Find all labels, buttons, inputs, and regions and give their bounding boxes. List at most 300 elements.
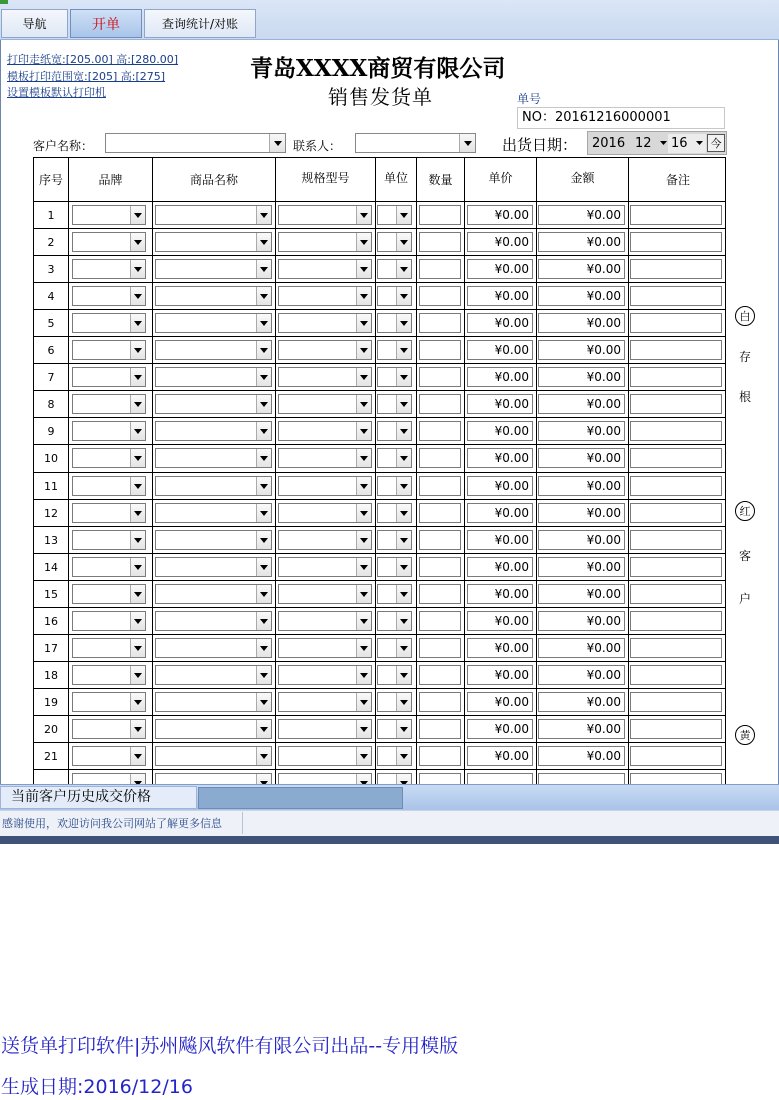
chevron-down-icon[interactable] <box>396 422 411 440</box>
chevron-down-icon[interactable] <box>130 774 145 784</box>
quantity-input[interactable] <box>419 665 461 685</box>
brand-select[interactable] <box>72 584 146 604</box>
quantity-input[interactable] <box>419 530 461 550</box>
chevron-down-icon[interactable] <box>356 422 371 440</box>
chevron-down-icon[interactable] <box>694 135 704 151</box>
unit-select[interactable] <box>377 530 412 550</box>
customer-select[interactable] <box>105 133 286 153</box>
chevron-down-icon[interactable] <box>356 314 371 332</box>
chevron-down-icon[interactable] <box>356 693 371 711</box>
amount-field[interactable]: ¥0.00 <box>538 205 625 225</box>
amount-field[interactable]: ¥0.00 <box>538 448 625 468</box>
price-input[interactable]: ¥0.00 <box>467 665 533 685</box>
chevron-down-icon[interactable] <box>396 341 411 359</box>
chevron-down-icon[interactable] <box>396 395 411 413</box>
brand-select[interactable] <box>72 638 146 658</box>
chevron-down-icon[interactable] <box>658 135 668 151</box>
amount-field[interactable]: ¥0.00 <box>538 421 625 441</box>
unit-select[interactable] <box>377 476 412 496</box>
unit-select[interactable] <box>377 584 412 604</box>
chevron-down-icon[interactable] <box>396 558 411 576</box>
brand-select[interactable] <box>72 205 146 225</box>
price-input[interactable]: ¥0.00 <box>467 286 533 306</box>
product-select[interactable] <box>155 557 272 577</box>
chevron-down-icon[interactable] <box>396 314 411 332</box>
quantity-input[interactable] <box>419 557 461 577</box>
amount-field[interactable]: ¥0.00 <box>538 313 625 333</box>
price-input[interactable]: ¥0.00 <box>467 557 533 577</box>
chevron-down-icon[interactable] <box>396 720 411 738</box>
chevron-down-icon[interactable] <box>396 449 411 467</box>
tab-query-statistics[interactable]: 查询统计/对账 <box>144 9 256 38</box>
price-input[interactable]: ¥0.00 <box>467 259 533 279</box>
quantity-input[interactable] <box>419 611 461 631</box>
spec-select[interactable] <box>278 286 372 306</box>
col-header-brand: 品牌 <box>98 173 123 187</box>
chevron-down-icon[interactable] <box>396 666 411 684</box>
row-number: 21 <box>44 750 58 763</box>
ship-date-picker[interactable] <box>587 131 727 155</box>
spec-select[interactable] <box>278 746 372 766</box>
price-input[interactable]: ¥0.00 <box>467 340 533 360</box>
chevron-down-icon[interactable] <box>256 314 271 332</box>
paper-size-link[interactable]: 打印走纸宽:[205.00] 高:[280.00] <box>7 53 179 66</box>
chevron-down-icon[interactable] <box>396 260 411 278</box>
spec-select[interactable] <box>278 421 372 441</box>
chevron-down-icon[interactable] <box>130 395 145 413</box>
today-button[interactable]: 今 <box>707 134 725 152</box>
product-select[interactable] <box>155 719 272 739</box>
copy-white-label: 根 <box>739 390 752 404</box>
chevron-down-icon[interactable] <box>356 449 371 467</box>
company-name: 青岛XXXX商贸有限公司 <box>250 55 506 82</box>
chevron-down-icon[interactable] <box>396 693 411 711</box>
remark-input[interactable] <box>630 557 722 577</box>
quantity-input[interactable] <box>419 692 461 712</box>
chevron-down-icon[interactable] <box>130 368 145 386</box>
product-select[interactable] <box>155 665 272 685</box>
amount-field[interactable]: ¥0.00 <box>538 611 625 631</box>
spec-select[interactable] <box>278 584 372 604</box>
brand-select[interactable] <box>72 394 146 414</box>
amount-field[interactable]: ¥0.00 <box>538 692 625 712</box>
product-select[interactable] <box>155 503 272 523</box>
spec-select[interactable] <box>278 232 372 252</box>
amount-field[interactable]: ¥0.00 <box>538 232 625 252</box>
chevron-down-icon[interactable] <box>459 134 475 152</box>
amount-field[interactable]: ¥0.00 <box>538 476 625 496</box>
remark-input[interactable] <box>630 313 722 333</box>
chevron-down-icon[interactable] <box>356 612 371 630</box>
chevron-down-icon[interactable] <box>256 341 271 359</box>
product-select[interactable] <box>155 530 272 550</box>
chevron-down-icon[interactable] <box>356 341 371 359</box>
chevron-down-icon[interactable] <box>356 531 371 549</box>
chevron-down-icon[interactable] <box>256 477 271 495</box>
chevron-down-icon[interactable] <box>356 368 371 386</box>
spec-select[interactable] <box>278 340 372 360</box>
price-input[interactable]: ¥0.00 <box>467 476 533 496</box>
brand-select[interactable] <box>72 773 146 784</box>
quantity-input[interactable] <box>419 584 461 604</box>
col-header-price: 单价 <box>488 171 513 185</box>
tab-navigation[interactable]: 导航 <box>1 9 68 38</box>
unit-select[interactable] <box>377 232 412 252</box>
grid-line <box>34 201 726 202</box>
product-select[interactable] <box>155 286 272 306</box>
product-select[interactable] <box>155 448 272 468</box>
unit-select[interactable] <box>377 746 412 766</box>
brand-select[interactable] <box>72 340 146 360</box>
items-table <box>33 157 726 784</box>
quantity-input[interactable] <box>419 773 461 784</box>
unit-select[interactable] <box>377 611 412 631</box>
unit-select[interactable] <box>377 313 412 333</box>
quantity-input[interactable] <box>419 638 461 658</box>
amount-field[interactable] <box>538 773 625 784</box>
remark-input[interactable] <box>630 638 722 658</box>
price-input[interactable]: ¥0.00 <box>467 611 533 631</box>
quantity-input[interactable] <box>419 448 461 468</box>
chevron-down-icon[interactable] <box>396 477 411 495</box>
spec-select[interactable] <box>278 692 372 712</box>
chevron-down-icon[interactable] <box>256 504 271 522</box>
quantity-input[interactable] <box>419 719 461 739</box>
unit-select[interactable] <box>377 638 412 658</box>
chevron-down-icon[interactable] <box>130 233 145 251</box>
unit-select[interactable] <box>377 448 412 468</box>
price-input[interactable]: ¥0.00 <box>467 530 533 550</box>
unit-select[interactable] <box>377 259 412 279</box>
brand-select[interactable] <box>72 476 146 496</box>
brand-select[interactable] <box>72 448 146 468</box>
spec-select[interactable] <box>278 530 372 550</box>
chevron-down-icon[interactable] <box>356 558 371 576</box>
amount-field[interactable]: ¥0.00 <box>538 286 625 306</box>
chevron-down-icon[interactable] <box>130 747 145 765</box>
grid-line <box>34 553 726 554</box>
grid-line <box>34 444 726 445</box>
remark-input[interactable] <box>630 530 722 550</box>
chevron-down-icon[interactable] <box>256 585 271 603</box>
unit-select[interactable] <box>377 421 412 441</box>
col-header-product: 商品名称 <box>189 173 238 187</box>
spec-select[interactable] <box>278 476 372 496</box>
date-year[interactable]: 2016 <box>589 134 631 153</box>
price-input[interactable]: ¥0.00 <box>467 313 533 333</box>
chevron-down-icon[interactable] <box>256 206 271 224</box>
product-select[interactable] <box>155 638 272 658</box>
amount-field[interactable]: ¥0.00 <box>538 367 625 387</box>
unit-select[interactable] <box>377 367 412 387</box>
brand-select[interactable] <box>72 367 146 387</box>
chevron-down-icon[interactable] <box>256 639 271 657</box>
brand-select[interactable] <box>72 421 146 441</box>
spec-select[interactable] <box>278 503 372 523</box>
row-number: 16 <box>44 615 58 628</box>
remark-input[interactable] <box>630 719 722 739</box>
chevron-down-icon[interactable] <box>256 612 271 630</box>
spec-select[interactable] <box>278 448 372 468</box>
remark-input[interactable] <box>630 611 722 631</box>
chevron-down-icon[interactable] <box>256 720 271 738</box>
unit-select[interactable] <box>377 692 412 712</box>
chevron-down-icon[interactable] <box>256 368 271 386</box>
chevron-down-icon[interactable] <box>356 233 371 251</box>
grid-line <box>375 158 376 784</box>
chevron-down-icon[interactable] <box>396 612 411 630</box>
chevron-down-icon[interactable] <box>256 233 271 251</box>
product-select[interactable] <box>155 394 272 414</box>
price-input[interactable]: ¥0.00 <box>467 746 533 766</box>
chevron-down-icon[interactable] <box>356 504 371 522</box>
chevron-down-icon[interactable] <box>356 639 371 657</box>
brand-select[interactable] <box>72 692 146 712</box>
remark-input[interactable] <box>630 421 722 441</box>
grid-line <box>34 661 726 662</box>
price-input[interactable]: ¥0.00 <box>467 503 533 523</box>
chevron-down-icon[interactable] <box>256 693 271 711</box>
price-input[interactable]: ¥0.00 <box>467 394 533 414</box>
amount-field[interactable]: ¥0.00 <box>538 259 625 279</box>
chevron-down-icon[interactable] <box>130 639 145 657</box>
chevron-down-icon[interactable] <box>396 287 411 305</box>
quantity-input[interactable] <box>419 367 461 387</box>
chevron-down-icon[interactable] <box>396 233 411 251</box>
chevron-down-icon[interactable] <box>130 585 145 603</box>
chevron-down-icon[interactable] <box>130 504 145 522</box>
chevron-down-icon[interactable] <box>130 693 145 711</box>
remark-input[interactable] <box>630 692 722 712</box>
quantity-input[interactable] <box>419 286 461 306</box>
amount-field[interactable]: ¥0.00 <box>538 665 625 685</box>
amount-field[interactable]: ¥0.00 <box>538 394 625 414</box>
chevron-down-icon[interactable] <box>356 260 371 278</box>
remark-input[interactable] <box>630 503 722 523</box>
product-select[interactable] <box>155 367 272 387</box>
product-select[interactable] <box>155 584 272 604</box>
product-select[interactable] <box>155 692 272 712</box>
brand-select[interactable] <box>72 286 146 306</box>
unit-select[interactable] <box>377 557 412 577</box>
chevron-down-icon[interactable] <box>256 666 271 684</box>
chevron-down-icon[interactable] <box>356 287 371 305</box>
chevron-down-icon[interactable] <box>256 747 271 765</box>
quantity-input[interactable] <box>419 746 461 766</box>
unit-select[interactable] <box>377 773 412 784</box>
amount-field[interactable]: ¥0.00 <box>538 638 625 658</box>
chevron-down-icon[interactable] <box>396 747 411 765</box>
chevron-down-icon[interactable] <box>396 774 411 784</box>
unit-select[interactable] <box>377 205 412 225</box>
price-input[interactable]: ¥0.00 <box>467 584 533 604</box>
chevron-down-icon[interactable] <box>356 585 371 603</box>
unit-select[interactable] <box>377 665 412 685</box>
remark-input[interactable] <box>630 205 722 225</box>
history-price-field[interactable] <box>198 787 403 809</box>
price-input[interactable]: ¥0.00 <box>467 448 533 468</box>
spec-select[interactable] <box>278 367 372 387</box>
product-select[interactable] <box>155 232 272 252</box>
chevron-down-icon[interactable] <box>130 422 145 440</box>
chevron-down-icon[interactable] <box>356 747 371 765</box>
chevron-down-icon[interactable] <box>130 558 145 576</box>
unit-select[interactable] <box>377 286 412 306</box>
chevron-down-icon[interactable] <box>130 341 145 359</box>
chevron-down-icon[interactable] <box>256 558 271 576</box>
amount-field[interactable]: ¥0.00 <box>538 340 625 360</box>
price-input[interactable]: ¥0.00 <box>467 421 533 441</box>
chevron-down-icon[interactable] <box>356 477 371 495</box>
remark-input[interactable] <box>630 773 722 784</box>
chevron-down-icon[interactable] <box>356 720 371 738</box>
quantity-input[interactable] <box>419 232 461 252</box>
quantity-input[interactable] <box>419 313 461 333</box>
unit-select[interactable] <box>377 340 412 360</box>
spec-select[interactable] <box>278 557 372 577</box>
product-select[interactable] <box>155 611 272 631</box>
brand-select[interactable] <box>72 530 146 550</box>
remark-input[interactable] <box>630 232 722 252</box>
remark-input[interactable] <box>630 584 722 604</box>
brand-select[interactable] <box>72 503 146 523</box>
spec-select[interactable] <box>278 719 372 739</box>
spec-select[interactable] <box>278 665 372 685</box>
price-input[interactable]: ¥0.00 <box>467 205 533 225</box>
remark-input[interactable] <box>630 476 722 496</box>
quantity-input[interactable] <box>419 259 461 279</box>
chevron-down-icon[interactable] <box>130 612 145 630</box>
print-range-link[interactable]: 模板打印范围宽:[205] 高:[275] <box>7 70 166 83</box>
amount-field[interactable]: ¥0.00 <box>538 503 625 523</box>
price-input[interactable] <box>467 773 533 784</box>
chevron-down-icon[interactable] <box>256 531 271 549</box>
product-select[interactable] <box>155 259 272 279</box>
brand-select[interactable] <box>72 232 146 252</box>
product-select[interactable] <box>155 421 272 441</box>
product-select[interactable] <box>155 313 272 333</box>
grid-line <box>34 282 726 283</box>
spec-select[interactable] <box>278 611 372 631</box>
spec-select[interactable] <box>278 259 372 279</box>
brand-select[interactable] <box>72 665 146 685</box>
chevron-down-icon[interactable] <box>130 287 145 305</box>
remark-input[interactable] <box>630 448 722 468</box>
spec-select[interactable] <box>278 313 372 333</box>
price-input[interactable]: ¥0.00 <box>467 638 533 658</box>
quantity-input[interactable] <box>419 503 461 523</box>
quantity-input[interactable] <box>419 394 461 414</box>
chevron-down-icon[interactable] <box>130 477 145 495</box>
product-select[interactable] <box>155 205 272 225</box>
spec-select[interactable] <box>278 205 372 225</box>
amount-field[interactable]: ¥0.00 <box>538 746 625 766</box>
remark-input[interactable] <box>630 286 722 306</box>
remark-input[interactable] <box>630 340 722 360</box>
chevron-down-icon[interactable] <box>396 504 411 522</box>
remark-input[interactable] <box>630 746 722 766</box>
chevron-down-icon[interactable] <box>130 206 145 224</box>
chevron-down-icon[interactable] <box>396 585 411 603</box>
remark-input[interactable] <box>630 259 722 279</box>
brand-select[interactable] <box>72 611 146 631</box>
chevron-down-icon[interactable] <box>396 206 411 224</box>
unit-select[interactable] <box>377 394 412 414</box>
unit-select[interactable] <box>377 719 412 739</box>
amount-field[interactable]: ¥0.00 <box>538 530 625 550</box>
price-input[interactable]: ¥0.00 <box>467 232 533 252</box>
remark-input[interactable] <box>630 665 722 685</box>
chevron-down-icon[interactable] <box>256 449 271 467</box>
default-printer-link[interactable]: 设置模板默认打印机 <box>7 86 106 99</box>
chevron-down-icon[interactable] <box>130 720 145 738</box>
grid-line <box>34 417 726 418</box>
chevron-down-icon[interactable] <box>256 422 271 440</box>
history-price-tab[interactable]: 当前客户历史成交价格 <box>0 786 197 809</box>
spec-select[interactable] <box>278 638 372 658</box>
date-day[interactable]: 16 <box>668 134 706 153</box>
product-select[interactable] <box>155 773 272 784</box>
brand-select[interactable] <box>72 746 146 766</box>
chevron-down-icon[interactable] <box>356 774 371 784</box>
chevron-down-icon[interactable] <box>356 395 371 413</box>
price-input[interactable]: ¥0.00 <box>467 719 533 739</box>
contact-select[interactable] <box>355 133 476 153</box>
chevron-down-icon[interactable] <box>130 449 145 467</box>
product-select[interactable] <box>155 746 272 766</box>
chevron-down-icon[interactable] <box>356 206 371 224</box>
order-number-field[interactable]: NO：20161216000001 <box>517 107 725 129</box>
chevron-down-icon[interactable] <box>396 639 411 657</box>
chevron-down-icon[interactable] <box>256 287 271 305</box>
spec-select[interactable] <box>278 773 372 784</box>
quantity-input[interactable] <box>419 421 461 441</box>
grid-line <box>34 499 726 500</box>
quantity-input[interactable] <box>419 476 461 496</box>
chevron-down-icon[interactable] <box>130 260 145 278</box>
amount-field[interactable]: ¥0.00 <box>538 719 625 739</box>
brand-select[interactable] <box>72 259 146 279</box>
quantity-input[interactable] <box>419 205 461 225</box>
spec-select[interactable] <box>278 394 372 414</box>
price-input[interactable]: ¥0.00 <box>467 692 533 712</box>
chevron-down-icon[interactable] <box>256 395 271 413</box>
chevron-down-icon[interactable] <box>396 531 411 549</box>
product-select[interactable] <box>155 340 272 360</box>
product-select[interactable] <box>155 476 272 496</box>
brand-select[interactable] <box>72 557 146 577</box>
remark-input[interactable] <box>630 367 722 387</box>
amount-field[interactable]: ¥0.00 <box>538 557 625 577</box>
price-input[interactable]: ¥0.00 <box>467 367 533 387</box>
chevron-down-icon[interactable] <box>256 774 271 784</box>
date-month[interactable]: 12 <box>632 134 668 153</box>
chevron-down-icon[interactable] <box>130 531 145 549</box>
chevron-down-icon[interactable] <box>396 368 411 386</box>
chevron-down-icon[interactable] <box>356 666 371 684</box>
chevron-down-icon[interactable] <box>130 314 145 332</box>
remark-input[interactable] <box>630 394 722 414</box>
unit-select[interactable] <box>377 503 412 523</box>
chevron-down-icon[interactable] <box>269 134 285 152</box>
brand-select[interactable] <box>72 719 146 739</box>
chevron-down-icon[interactable] <box>256 260 271 278</box>
chevron-down-icon[interactable] <box>130 666 145 684</box>
brand-select[interactable] <box>72 313 146 333</box>
quantity-input[interactable] <box>419 340 461 360</box>
tab-new-order[interactable]: 开单 <box>70 9 142 38</box>
amount-field[interactable]: ¥0.00 <box>538 584 625 604</box>
